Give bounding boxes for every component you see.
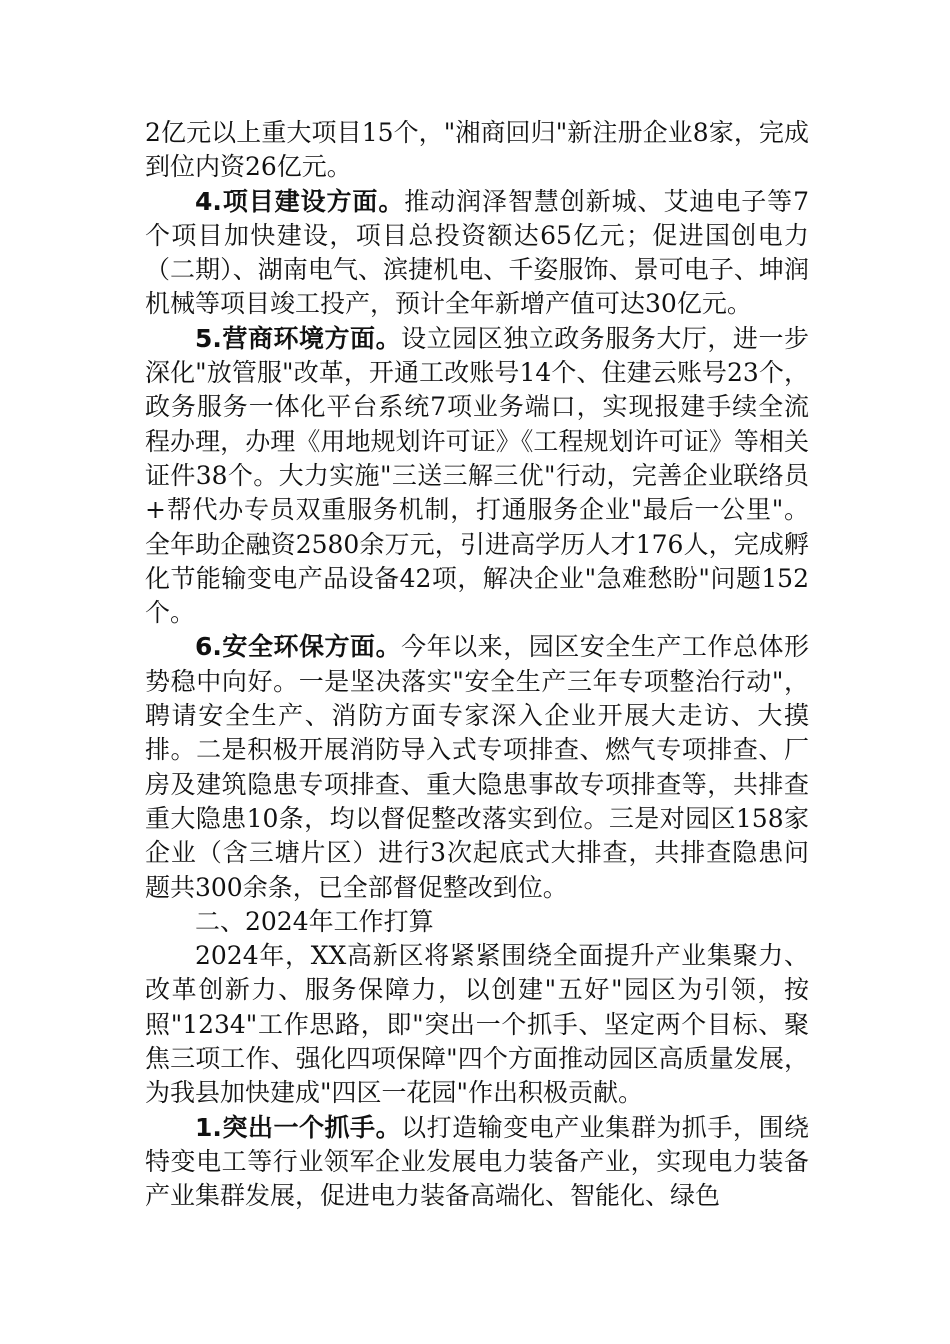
document-page — [145, 116, 809, 1214]
paragraph-continuation — [145, 116, 809, 185]
paragraph-text: 2024年，XX高新区将紧紧围绕全面提升产业集聚力、改革创新力、服务保障力，以创建"五好"园区为引领，按照"1234"工作思路，即"突出一个抓手、坚定两个目标、聚焦三项工作、强化四项保障"四个方面推动园区高质量发展，为我县加快建成"四区一花园"作出积极贡献。 — [145, 941, 809, 1108]
section-heading: 5.营商环境方面。 — [195, 323, 402, 353]
paragraph-safety-environment — [145, 630, 809, 904]
paragraph-business-environment — [145, 322, 809, 631]
section-heading: 1.突出一个抓手。 — [195, 1112, 402, 1142]
paragraph-text: 设立园区独立政务服务大厅，进一步深化"放管服"改革，开通工改账号14个、住建云账号23个，政务服务一体化平台系统7项业务端口，实现报建手续全流程办理，办理《用地规划许可证》《工程规划许可证》等相关证件38个。大力实施"三送三解三优"行动，完善企业联络员+帮代办专员双重服务机制，打通服务企业"最后一公里"。全年助企融资2580余万元，引进高学历人才176人，完成孵化节能输变电产品设备42项，解决企业"急难愁盼"问题152个。 — [145, 323, 809, 628]
section-heading: 6.安全环保方面。 — [195, 632, 402, 662]
section-title-2024-plan — [145, 905, 809, 939]
paragraph-project-construction — [145, 185, 809, 322]
paragraph-text: 2亿元以上重大项目15个，"湘商回归"新注册企业8家，完成到位内资26亿元。 — [145, 118, 809, 182]
paragraph-key-focus — [145, 1111, 809, 1214]
paragraph-text: 推动润泽智慧创新城、艾迪电子等7个项目加快建设，项目总投资额达65亿元；促进国创电力（二期）、湖南电气、滨捷机电、千姿服饰、景可电子、坤润机械等项目竣工投产，预计全年新增产值可达30亿元。 — [145, 186, 809, 319]
paragraph-text: 今年以来，园区安全生产工作总体形势稳中向好。一是坚决落实"安全生产三年专项整治行动"，聘请安全生产、消防方面专家深入企业开展大走访、大摸排。二是积极开展消防导入式专项排查、燃气专项排查、厂房及建筑隐患专项排查、重大隐患事故专项排查等，共排查重大隐患10条，均以督促整改落实到位。三是对园区158家企业（含三塘片区）进行3次起底式大排查，共排查隐患问题共300余条，已全部督促整改到位。 — [145, 632, 809, 902]
paragraph-2024-overview — [145, 939, 809, 1110]
section-heading: 4.项目建设方面。 — [195, 186, 405, 216]
section-title-text: 二、2024年工作打算 — [195, 906, 434, 936]
paragraph-text: 以打造输变电产业集群为抓手，围绕特变电工等行业领军企业发展电力装备产业，实现电力装备产业集群发展，促进电力装备高端化、智能化、绿色 — [145, 1112, 809, 1211]
